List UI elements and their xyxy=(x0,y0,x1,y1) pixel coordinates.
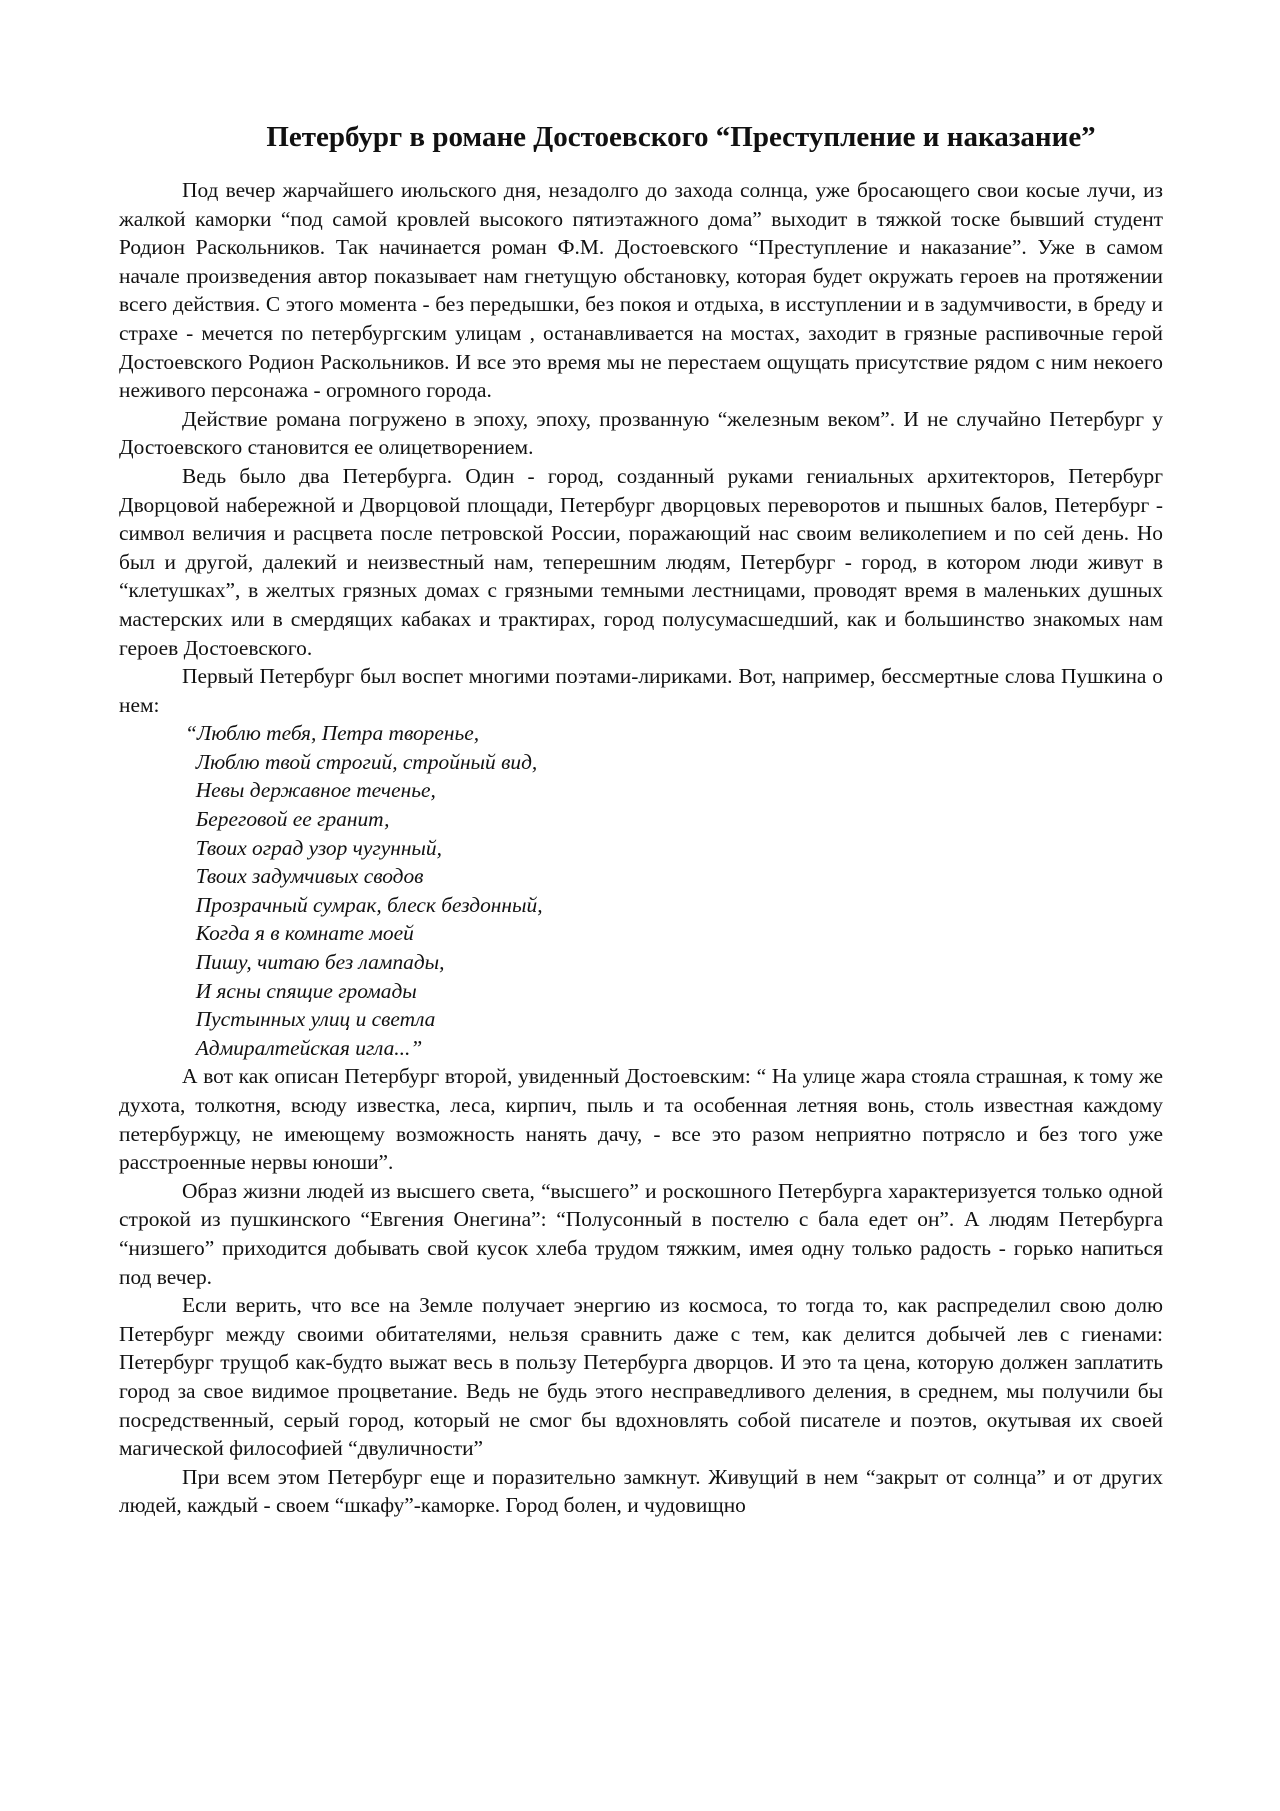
poem-line: И ясны спящие громады xyxy=(185,978,417,1003)
paragraph-7: Если верить, что все на Земле получает энергию из космоса, то тогда то, как распределил свою долю Петербург между своими обитателями, нельзя сравнить даже с тем, как делится добычей лев с гиенами: Петербург трущоб как-будто выжат весь в пользу Петербурга дворцов. И это та цена, которую должен заплатить город за свое видимое процветание. Ведь не будь этого несправедливого деления, в среднем, мы получили бы посредственный, серый город, который не смог бы вдохновлять собой писателе и поэтов, окутывая их своей магической философией “двуличности” xyxy=(119,1293,1163,1461)
poem-line: Когда я в комнате моей xyxy=(185,921,414,946)
poem-line: Пишу, читаю без лампады, xyxy=(185,950,445,975)
poem-line: Твоих задумчивых сводов xyxy=(185,864,424,889)
paragraph-5: А вот как описан Петербург второй, увиденный Достоевским: “ На улице жара стояла страшная, к тому же духота, толкотня, всюду известка, леса, кирпич, пыль и та особенная летняя вонь, столь известная каждому петербуржцу, не имеющему возможность нанять дачу, - все это разом неприятно потрясло и без того уже расстроенные нервы юноши”. xyxy=(119,1064,1163,1175)
paragraph-2: Действие романа погружено в эпоху, эпоху, прозванную “железным веком”. И не случайно Петербург у Достоевского становится ее олицетворением. xyxy=(119,406,1163,460)
poem-line: Прозрачный сумрак, блеск бездонный, xyxy=(185,892,543,917)
poem-line: “Люблю тебя, Петра творенье, xyxy=(185,721,480,746)
document-title: Петербург в романе Достоевского “Преступление и наказание” xyxy=(266,121,1096,153)
paragraph-3: Ведь было два Петербурга. Один - город, созданный руками гениальных архитекторов, Петербург Дворцовой набережной и Дворцовой площади, Петербург дворцовых переворотов и пышных балов, Петербург - символ величия и расцвета после петровской России, поражающий нас своим великолепием и по сей день. Но был и другой, далекий и неизвестный нам, теперешним людям, Петербург - город, в котором люди живут в “клетушках”, в желтых грязных домах с грязными темными лестницами, проводят время в маленьких душных мастерских или в смердящих кабаках и трактирах, город полусумасшедший, как и большинство знакомых нам героев Достоевского. xyxy=(119,463,1163,660)
document-body xyxy=(119,176,1163,1520)
document-page xyxy=(119,118,1163,1520)
poem-line: Твоих оград узор чугунный, xyxy=(185,835,442,860)
poem-line: Пустынных улиц и светла xyxy=(185,1007,436,1032)
paragraph-6: Образ жизни людей из высшего света, “высшего” и роскошного Петербурга характеризуется только одной строкой из пушкинского “Евгения Онегина”: “Полусонный в постелю с бала едет он”. А людям Петербурга “низшего” приходится добывать свой кусок хлеба трудом тяжким, имея одну только радость - горько напиться под вечер. xyxy=(119,1178,1163,1289)
poem-line: Люблю твой строгий, стройный вид, xyxy=(185,749,538,774)
paragraph-1: Под вечер жарчайшего июльского дня, незадолго до захода солнца, уже бросающего свои косые лучи, из жалкой каморки “под самой кровлей высокого пятиэтажного дома” выходит в тяжкой тоске бывший студент Родион Раскольников. Так начинается роман Ф.М. Достоевского “Преступление и наказание”. Уже в самом начале произведения автор показывает нам гнетущую обстановку, которая будет окружать героев на протяжении всего действия. С этого момента - без передышки, без покоя и отдыха, в исступлении и в задумчивости, в бреду и страхе - мечется по петербургским улицам , останавливается на мостах, заходит в грязные распивочные герой Достоевского Родион Раскольников. И все это время мы не перестаем ощущать присутствие рядом с ним некоего неживого персонажа - огромного города. xyxy=(119,178,1163,403)
poem-line: Береговой ее гранит, xyxy=(185,807,390,832)
poem-line: Невы державное теченье, xyxy=(185,778,436,803)
paragraph-4: Первый Петербург был воспет многими поэтами-лириками. Вот, например, бессмертные слова Пушкина о нем: xyxy=(119,664,1163,717)
poem-line: Адмиралтейская игла...” xyxy=(185,1035,423,1060)
poem-quote xyxy=(119,719,1163,1062)
paragraph-8: При всем этом Петербург еще и поразительно замкнут. Живущий в нем “закрыт от солнца” и от других людей, каждый - своем “шкафу”-каморке. Город болен, и чудовищно xyxy=(119,1464,1163,1518)
